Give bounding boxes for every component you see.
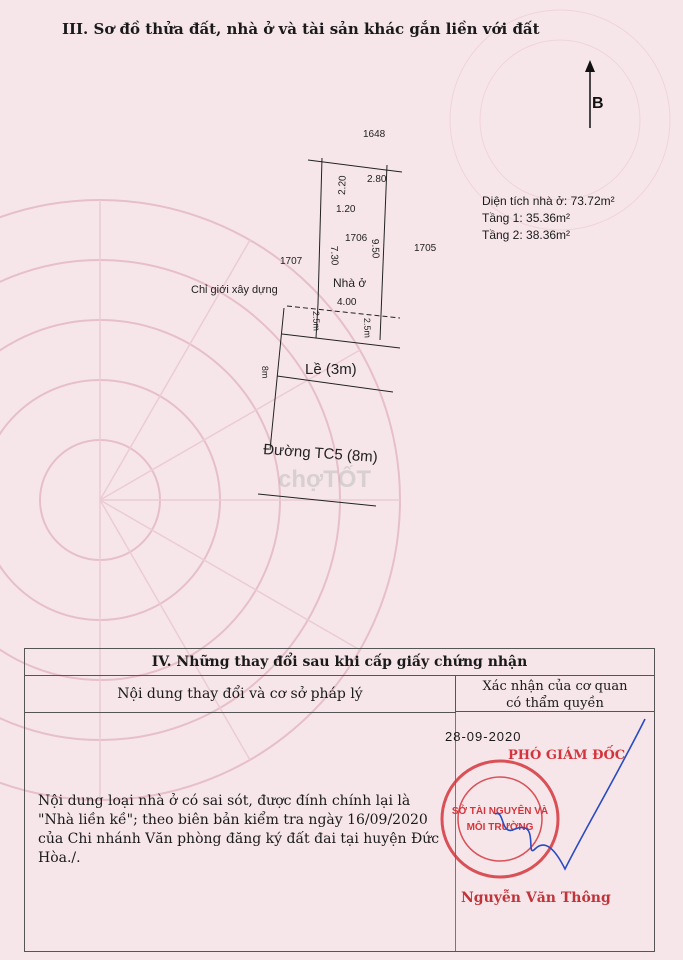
column-header-authority: [456, 676, 654, 712]
dim-left-small: 1.20: [336, 204, 356, 215]
dim-left-setback: 2.5m: [311, 310, 322, 332]
road-label: Đường TC5 (8m): [262, 441, 379, 466]
signature-icon: [495, 719, 655, 889]
sidewalk-label: Lề (3m): [305, 361, 357, 378]
change-content: Nội dung loại nhà ở có sai sót, được đính chính lại là "Nhà liền kề"; theo biên bản kiểm tra ngày 16/09/2020 của Chi nhánh Văn phòng đăng ký đất đai tại huyện Đức Hòa./.: [38, 793, 440, 866]
dim-road-width: 8m: [260, 365, 271, 379]
svg-text:MÔI TRƯỜNG: MÔI TRƯỜNG: [466, 822, 534, 833]
column-header-content: Nội dung thay đổi và cơ sở pháp lý: [25, 676, 456, 713]
sidewalk-bottom-line: [277, 376, 393, 392]
section3-title: III. Sơ đồ thửa đất, nhà ở và tài sản khác gắn liền với đất: [62, 20, 540, 38]
section4-title: IV. Những thay đổi sau khi cấp giấy chứng nhận: [25, 649, 654, 676]
north-letter: B: [592, 95, 604, 112]
authority-header-line1: Xác nhận của cơ quan: [482, 679, 628, 694]
dim-left-long: 7.30: [328, 245, 340, 266]
parcel-1705: 1705: [414, 243, 437, 254]
watermark-logo: chợTỐT: [278, 466, 372, 493]
dim-right-long: 9.50: [369, 238, 381, 259]
area-floor1: Tầng 1: 35.36m²: [482, 211, 571, 225]
parcel-1707: 1707: [280, 256, 303, 267]
area-total: Diện tích nhà ở: 73.72m²: [482, 194, 615, 208]
parcel-1648: 1648: [363, 129, 386, 140]
road-left-edge: [270, 308, 284, 450]
authority-header-line2: có thẩm quyền: [506, 696, 604, 711]
dim-width: 4.00: [337, 297, 357, 308]
road-bottom-line: [258, 494, 376, 506]
changes-table: [24, 648, 655, 952]
parcel-1706: 1706: [345, 233, 368, 244]
plot-left-edge: [318, 158, 322, 304]
house-label: Nhà ở: [333, 276, 367, 290]
signer-name: Nguyễn Văn Thông: [461, 890, 611, 906]
vice-director-title: PHÓ GIÁM ĐỐC: [508, 748, 626, 763]
dim-right-setback: 2.5m: [362, 317, 373, 339]
area-floor2: Tầng 2: 38.36m²: [482, 228, 571, 242]
dim-top-right: 2.80: [367, 174, 387, 185]
area-summary: [482, 193, 615, 244]
dim-left-upper: 2.20: [337, 175, 349, 196]
confirmation-date: 28-09-2020: [445, 729, 522, 744]
svg-text:SỞ TÀI NGUYÊN VÀ: SỞ TÀI NGUYÊN VÀ: [451, 806, 549, 817]
building-line-label: Chỉ giới xây dựng: [191, 284, 278, 296]
sidewalk-top-line: [282, 334, 400, 348]
